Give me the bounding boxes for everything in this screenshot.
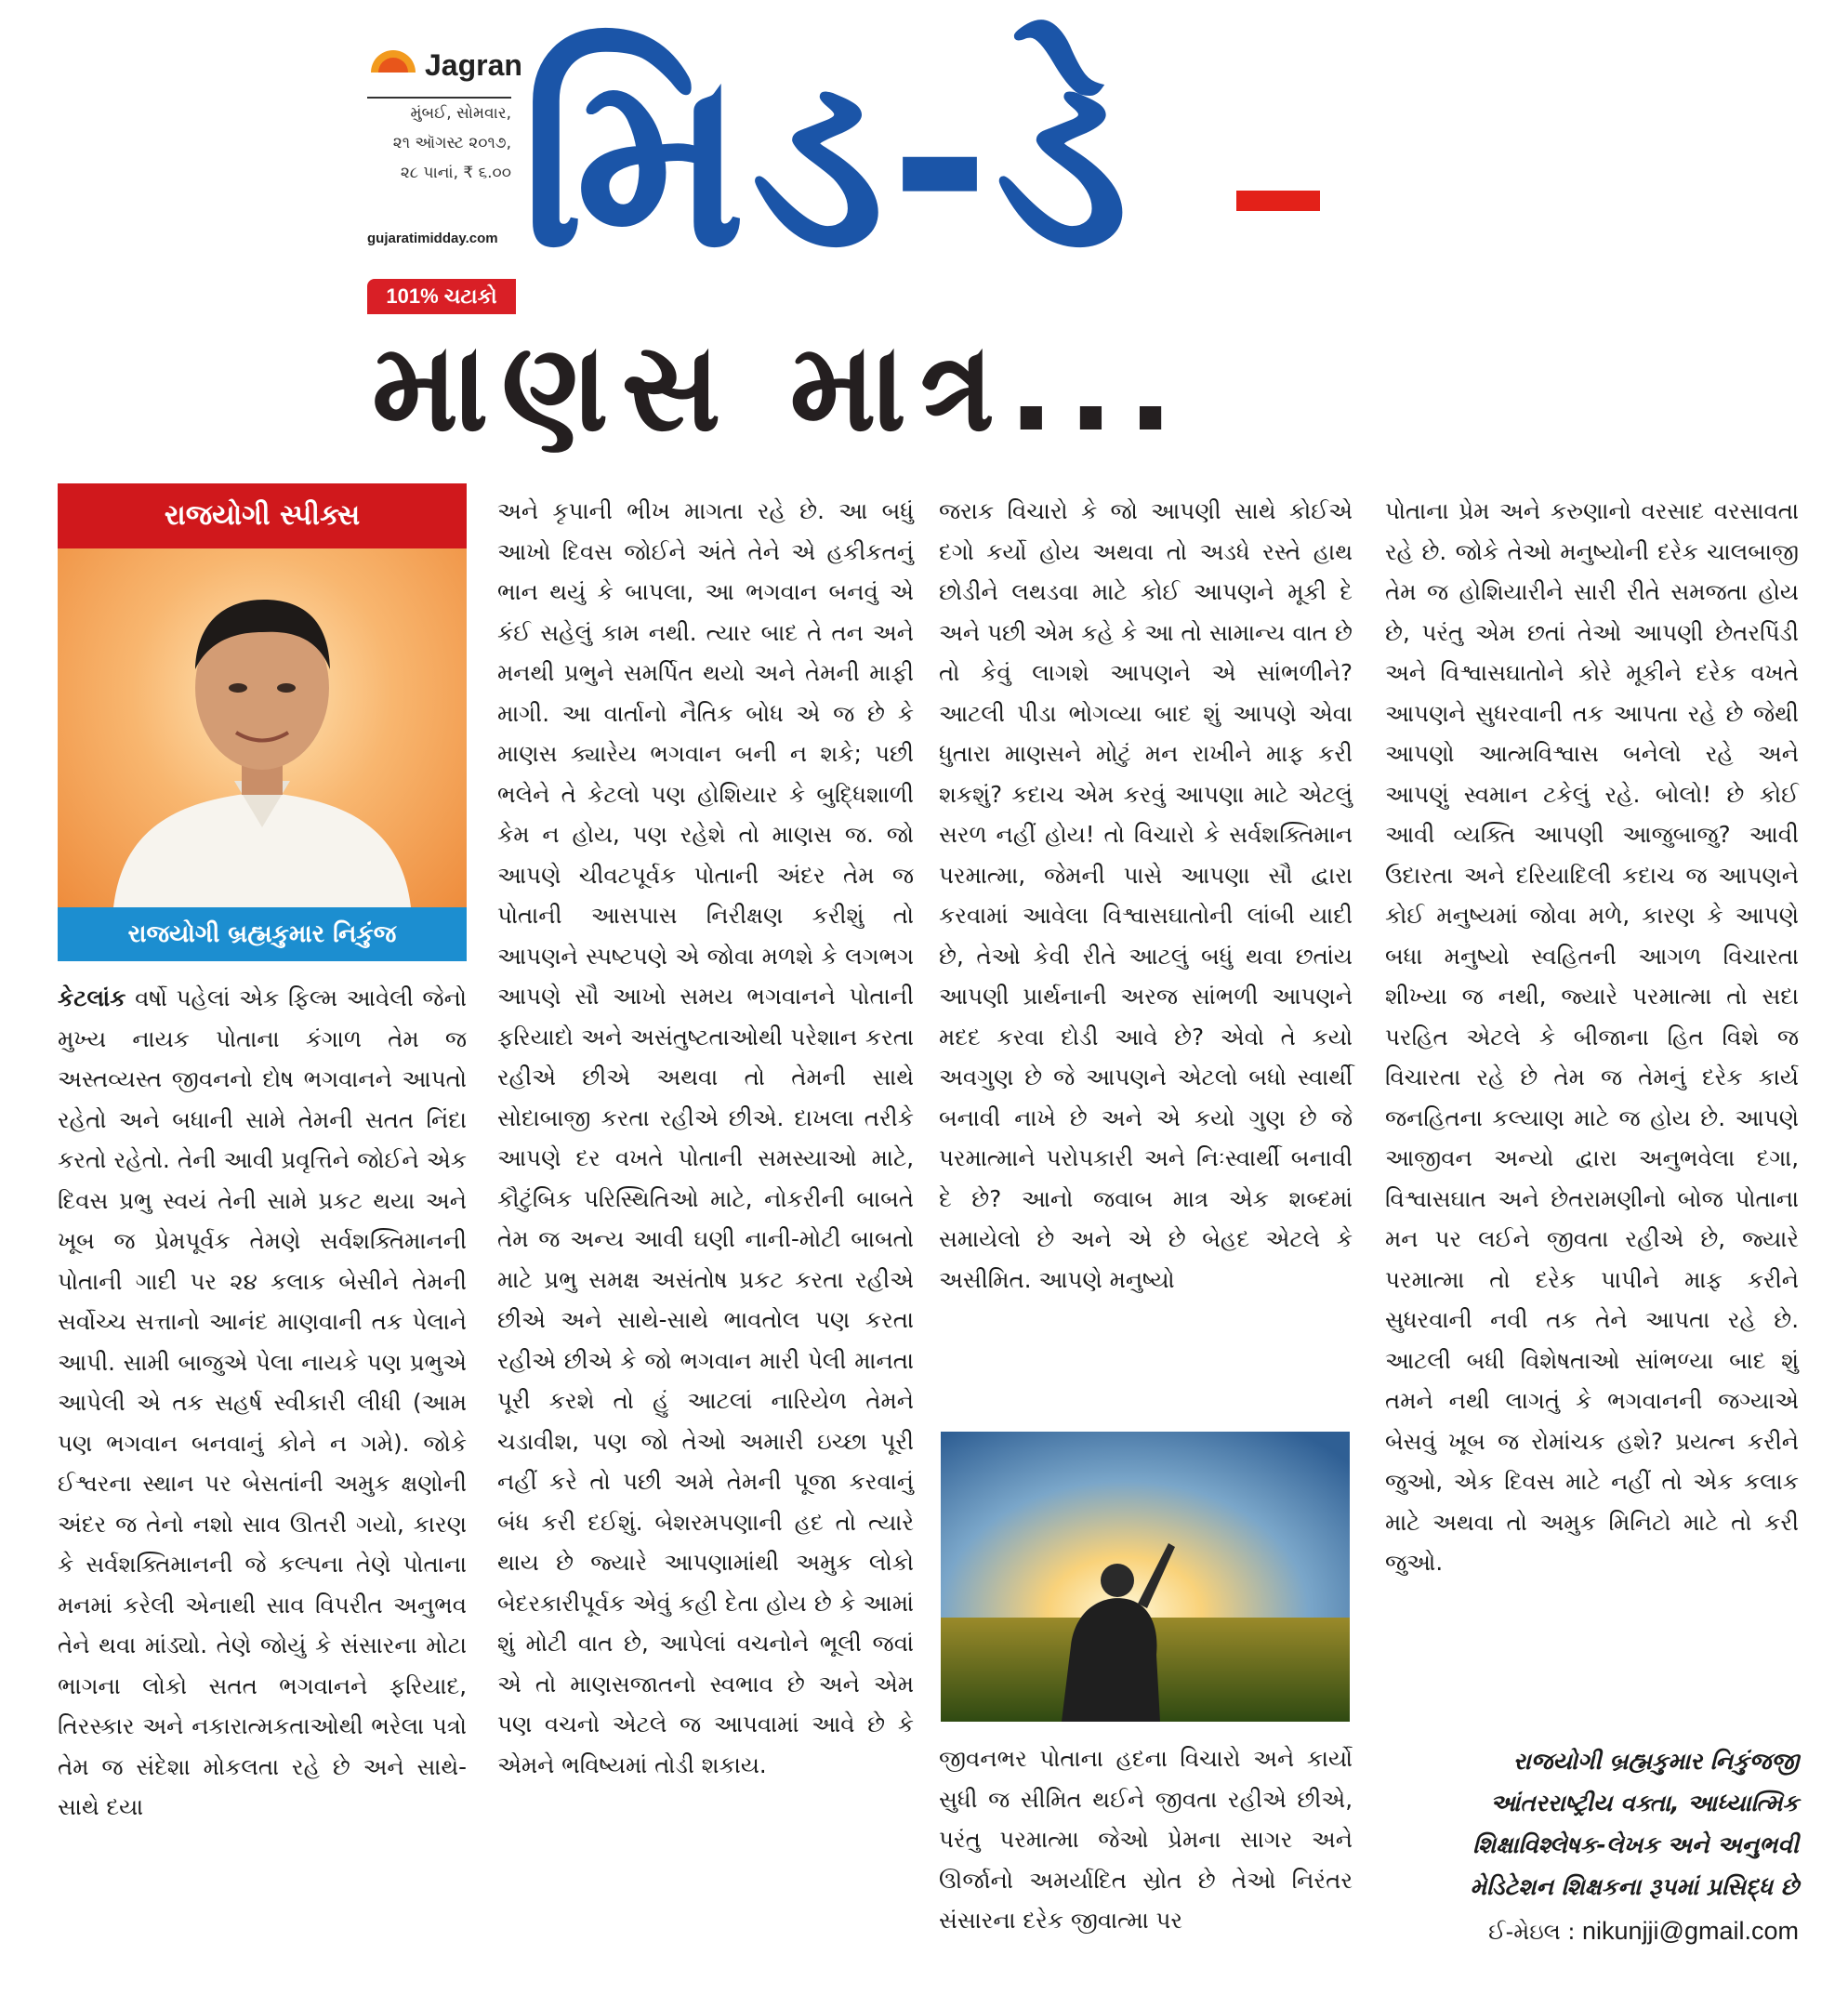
dateline bbox=[367, 97, 511, 188]
jagran-logo bbox=[367, 45, 522, 82]
column-text: પોતાના પ્રેમ અને કરુણાનો વરસાદ વરસાવતા રહે છે. જોકે તેઓ મનુષ્યોની દરેક ચાલબાજી તેમ જ હોશિયારીને સારી રીતે સમજતા હોય છે, પરંતુ એમ છતાં તેઓ આપણી છેતરપિંડી અને વિશ્વાસઘાતોને કોરે મૂકીને દરેક વખતે આપણને સુધરવાની તક આપતા રહે છે જેથી આપણો આત્મવિશ્વાસ બનેલો રહે અને આપણું સ્વમાન ટકેલું રહે. બોલો! છે કોઈ આવી વ્યક્તિ આપણી આજુબાજુ? આવી ઉદારતા અને દરિયાદિલી કદાચ જ આપણને કોઈ મનુષ્યમાં જોવા મળે, કારણ કે આપણે બધા મનુષ્યો સ્વહિતની આગળ વિચારતા શીખ્યા જ નથી, જ્યારે પરમાત્મા તો સદા પરહિત એટલે કે બીજાના હિત વિશે જ વિચારતા રહે છે તેમ જ તેમનું દરેક કાર્ય જનહિતના કલ્યાણ માટે જ હોય છે. આપણે આજીવન અન્યો દ્વારા અનુભવેલા દગા, વિશ્વાસઘાત અને છેતરામણીનો બોજ પોતાના મન પર લઈને જીવતા રહીએ છે, જ્યારે પરમાત્મા તો દરેક પાપીને માફ કરીને સુધરવાની નવી તક તેને આપતા રહે છે. આટલી બધી વિશેષતાઓ સાંભળ્યા બાદ શું તમને નથી લાગતું કે ભગવાનની જગ્યાએ બેસવું ખૂબ જ રોમાંચક હશે? પ્રયત્ન કરીને જુઓ, એક દિવસ માટે નહીં તો એક કલાક માટે અથવા તો અમુક મિનિટો માટે તો કરી જુઓ. bbox=[1385, 497, 1799, 1576]
website-url: gujaratimidday.com bbox=[367, 231, 498, 246]
tagline-badge: 101% ચટાકો bbox=[367, 279, 516, 314]
article-column-2 bbox=[497, 491, 914, 1785]
title-hyphen-mark bbox=[1236, 191, 1320, 211]
column-label: રાજયોગી સ્પીક્સ bbox=[58, 483, 467, 548]
date-line: ૨૧ ઑગસ્ટ ૨૦૧૭, bbox=[392, 134, 511, 152]
article-column-4 bbox=[1385, 491, 1799, 1583]
lead-word: કેટલાંક bbox=[58, 984, 126, 1011]
column-text: જરાક વિચારો કે જો આપણી સાથે કોઈએ દગો કર્યો હોય અથવા તો અડધે રસ્તે હાથ છોડીને લથડવા માટે કોઈ આપણને મૂકી દે અને પછી એમ કહે કે આ તો સામાન્ય વાત છે તો કેવું લાગશે આપણને એ સાંભળીને? આટલી પીડા ભોગવ્યા બાદ શું આપણે એવા ધુતારા માણસને મોટું મન રાખીને માફ કરી શકશું? કદાચ એમ કરવું આપણા માટે એટલું સરળ નહીં હોય! તો વિચારો કે સર્વશક્તિમાન પરમાત્મા, જેમની પાસે આપણા સૌ દ્વારા કરવામાં આવેલા વિશ્વાસઘાતોની લાંબી યાદી છે, તેઓ કેવી રીતે આટલું બધું થવા છતાંય આપણી પ્રાર્થનાની અરજ સાંભળી આપણને મદદ કરવા દોડી આવે છે? એવો તે કયો અવગુણ છે જે આપણને એટલો બધો સ્વાર્થી બનાવી નાખે છે અને એ કયો ગુણ છે જે પરમાત્માને પરોપકારી અને નિઃસ્વાર્થી બનાવી દે છે? આનો જવાબ માત્ર એક શબ્દમાં સમાયેલો છે અને એ છે બેહદ એટલે કે અસીમિત. આપણે મનુષ્યો bbox=[939, 497, 1353, 1293]
column-text: અને કૃપાની ભીખ માગતા રહે છે. આ બધું આખો દિવસ જોઈને અંતે તેને એ હકીકતનું ભાન થયું કે બાપલા, આ ભગવાન બનવું એ કંઈ સહેલું કામ નથી. ત્યાર બાદ તે તન અને મનથી પ્રભુને સમર્પિત થયો અને તેમની માફી માગી. આ વાર્તાનો નૈતિક બોધ એ જ છે કે માણસ ક્યારેય ભગવાન બની ન શકે; પછી ભલેને તે કેટલો પણ હોશિયાર કે બુદ્ધિશાળી કેમ ન હોય, પણ રહેશે તો માણસ જ. જો આપણે ચીવટપૂર્વક પોતાની અંદર તેમ જ પોતાની આસપાસ નિરીક્ષણ કરીશું તો આપણને સ્પષ્ટપણે એ જોવા મળશે કે લગભગ આપણે સૌ આખો સમય ભગવાનને પોતાની ફરિયાદો અને અસંતુષ્ટતાઓથી પરેશાન કરતા રહીએ છીએ અથવા તો તેમની સાથે સોદાબાજી કરતા રહીએ છીએ. દાખલા તરીકે આપણે દર વખતે પોતાની સમસ્યાઓ માટે, કૌટુંબિક પરિસ્થિતિઓ માટે, નોકરીની બાબતે તેમ જ અન્ય આવી ઘણી નાની-મોટી બાબતો માટે પ્રભુ સમક્ષ અસંતોષ પ્રકટ કરતા રહીએ છીએ અને સાથે-સાથે ભાવતોલ પણ કરતા રહીએ છીએ કે જો ભગવાન મારી પેલી માનતા પૂરી કરશે તો હું આટલાં નારિયેળ તેમને ચડાવીશ, પણ જો તેઓ અમારી ઇચ્છા પૂરી નહીં કરે તો પછી અમે તેમની પૂજા કરવાનું બંધ કરી દઈશું. બેશરમપણાની હદ તો ત્યારે થાય છે જ્યારે આપણામાંથી અમુક લોકો બેદરકારીપૂર્વક એવું કહી દેતા હોય છે કે આમાં શું મોટી વાત છે, આપેલાં વચનોને ભૂલી જવાં એ તો માણસજાતનો સ્વભાવ છે અને એમ પણ વચનો એટલે જ આપવામાં આવે છે કે એમને ભવિષ્યમાં તોડી શકાય. bbox=[497, 497, 914, 1778]
article-column-3 bbox=[939, 491, 1353, 1300]
email-label: ઈ-મેઇલ : bbox=[1488, 1919, 1576, 1945]
columnist-name: રાજયોગી બ્રહ્મકુમાર નિકુંજ bbox=[58, 907, 467, 961]
article-column-1 bbox=[58, 978, 467, 1828]
byline-line: મેડિટેશન શિક્ષકના રૂપમાં પ્રસિદ્ધ છે bbox=[1470, 1873, 1799, 1900]
byline-line: શિક્ષાવિશ્લેષક-લેખક અને અનુભવી bbox=[1472, 1831, 1799, 1858]
email-address[interactable]: nikunjji@gmail.com bbox=[1582, 1917, 1799, 1945]
date-line: ૨૮ પાનાં, ₹ ૬.૦૦ bbox=[400, 164, 511, 182]
article-column-3-continued bbox=[939, 1738, 1353, 1941]
columnist-box bbox=[58, 483, 467, 961]
newspaper-title: મિડ-ડે bbox=[521, 20, 1134, 301]
column-text: વર્ષો પહેલાં એક ફિલ્મ આવેલી જેનો મુખ્ય નાયક પોતાના કંગાળ તેમ જ અસ્તવ્યસ્ત જીવનનો દોષ ભગવાનને આપતો રહેતો અને બધાની સામે તેમની સતત નિંદા કરતો રહેતો. તેની આવી પ્રવૃત્તિને જોઈને એક દિવસ પ્રભુ સ્વયં તેની સામે પ્રકટ થયા અને ખૂબ જ પ્રેમપૂર્વક તેમણે સર્વશક્તિમાનની પોતાની ગાદી પર ૨૪ કલાક બેસીને તેમની સર્વોચ્ચ સત્તાનો આનંદ માણવાની તક પેલાને આપી. સામી બાજુએ પેલા નાયકે પણ પ્રભુએ આપેલી એ તક સહર્ષ સ્વીકારી લીધી (આમ પણ ભગવાન બનવાનું કોને ન ગમે). જોકે ઈશ્વરના સ્થાન પર બેસતાંની અમુક ક્ષણોની અંદર જ તેનો નશો સાવ ઊતરી ગયો, કારણ કે સર્વશક્તિમાનની જે કલ્પના તેણે પોતાના મનમાં કરેલી એનાથી સાવ વિપરીત અનુભવ તેને થવા માંડ્યો. તેણે જોયું કે સંસારના મોટા ભાગના લોકો સતત ભગવાનને ફરિયાદ, તિરસ્કાર અને નકારાત્મકતાઓથી ભરેલા પત્રો તેમ જ સંદેશા મોકલતા રહે છે અને સાથે-સાથે દયા bbox=[58, 984, 467, 1820]
author-email bbox=[1385, 1910, 1799, 1953]
columnist-photo bbox=[58, 548, 467, 907]
author-byline bbox=[1385, 1740, 1799, 1908]
byline-line: રાજયોગી બ્રહ્મકુમાર નિકુંજજી bbox=[1512, 1748, 1799, 1775]
page-headline: માણસ માત્ર... bbox=[372, 316, 1187, 459]
byline-line: આંતરરાષ્ટ્રીય વક્તા, આધ્યાત્મિક bbox=[1490, 1790, 1799, 1816]
sun-logo-icon bbox=[367, 46, 419, 74]
date-line: મુંબઈ, સોમવાર, bbox=[410, 104, 511, 123]
article-photo bbox=[941, 1432, 1350, 1722]
column-text: જીવનભર પોતાના હદના વિચારો અને કાર્યો સુધી જ સીમિત થઈને જીવતા રહીએ છીએ, પરંતુ પરમાત્મા જેઓ પ્રેમના સાગર અને ઊર્જાનો અમર્યાદિત સ્રોત છે તેઓ નિરંતર સંસારના દરેક જીવાત્મા પર bbox=[939, 1745, 1353, 1934]
brand-name: Jagran bbox=[425, 48, 522, 82]
